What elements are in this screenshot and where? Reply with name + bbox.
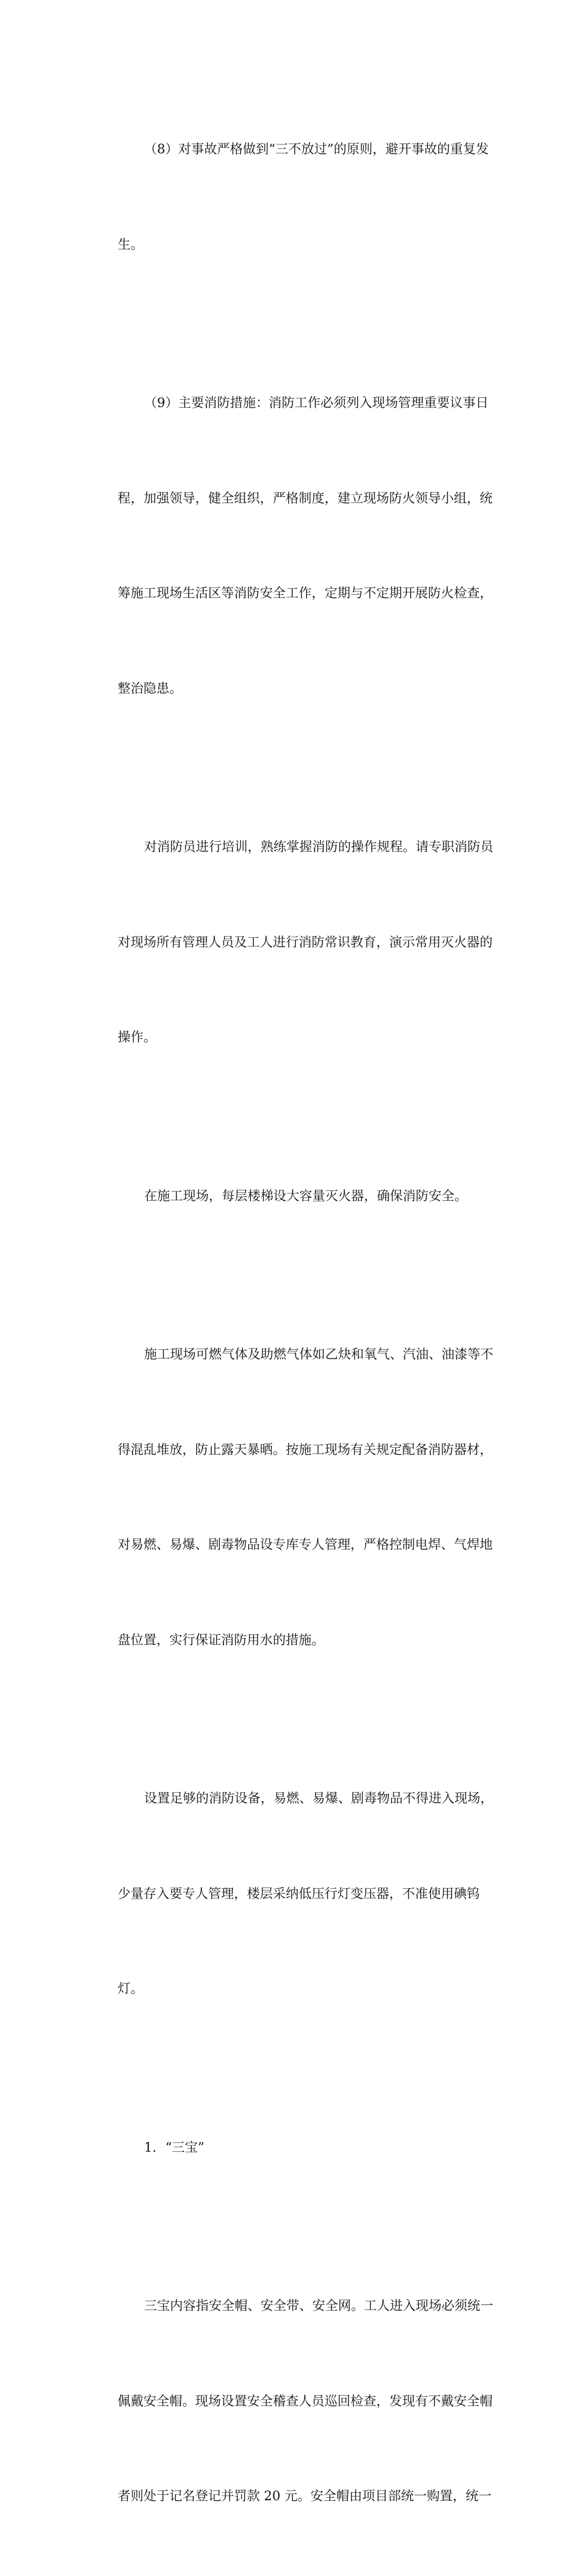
text-line: 者则处于记名登记并罚款 20 元。安全帽由项目部统一购置，统一 [118,2489,492,2503]
text-line: 筹施工现场生活区等消防安全工作，定期与不定期开展防火检查， [118,586,493,600]
text-line: 1．“三宝” [144,2139,204,2155]
text-line: 盘位置，实行保证消防用水的措施。 [118,1632,325,1647]
text-line: 施工现场可燃气体及助燃气体如乙炔和氧气、汽油、油漆等不 [144,1347,493,1362]
paragraph-firefighter-training [91,768,495,1117]
paragraph-fire-measures [91,324,495,768]
text-line: 对易燃、易爆、剧毒物品设专库专人管理，严格控制电焊、气焊地 [118,1537,493,1552]
paragraph-fire-equipment [91,1719,495,2069]
text-line: 整治隐患。 [118,680,182,696]
document-body [91,70,495,2576]
paragraph-accident-principle [91,70,495,324]
text-line: 操作。 [118,1030,156,1044]
text-line: （8）对事故严格做到“三不放过”的原则，避开事故的重复发 [144,142,489,156]
text-line: 佩戴安全帽。现场设置安全稽查人员巡回检查，发现有不戴安全帽 [118,2393,493,2408]
text-line: 对消防员进行培训，熟练掌握消防的操作规程。请专职消防员 [144,839,493,854]
text-line: 得混乱堆放，防止露天暴晒。按施工现场有关规定配备消防器材， [118,1442,493,1457]
section-heading-three-treasures [91,2069,495,2227]
paragraph-extinguishers [91,1117,495,1276]
paragraph-flammable-gases [91,1275,495,1719]
text-line: 设置足够的消防设备，易燃、易爆、剧毒物品不得进入现场， [144,1791,493,1806]
text-line: 在施工现场，每层楼梯设大容量灭火器，确保消防安全。 [144,1188,467,1203]
text-line: （9）主要消防措施：消防工作必须列入现场管理重要议事日 [144,395,489,410]
text-line: 三宝内容指安全帽、安全带、安全网。工人进入现场必须统一 [144,2298,493,2313]
text-line: 对现场所有管理人员及工人进行消防常识教育，演示常用灭火器的 [118,934,493,950]
text-line: 灯。 [118,1981,143,1996]
text-line: 生。 [118,236,143,252]
paragraph-three-treasures [91,2227,495,2576]
text-line: 少量存入要专人管理，楼层采纳低压行灯变压器，不准使用碘钨 [118,1886,480,1901]
text-line: 程，加强领导，健全组织，严格制度，建立现场防火领导小组，统 [118,490,493,506]
